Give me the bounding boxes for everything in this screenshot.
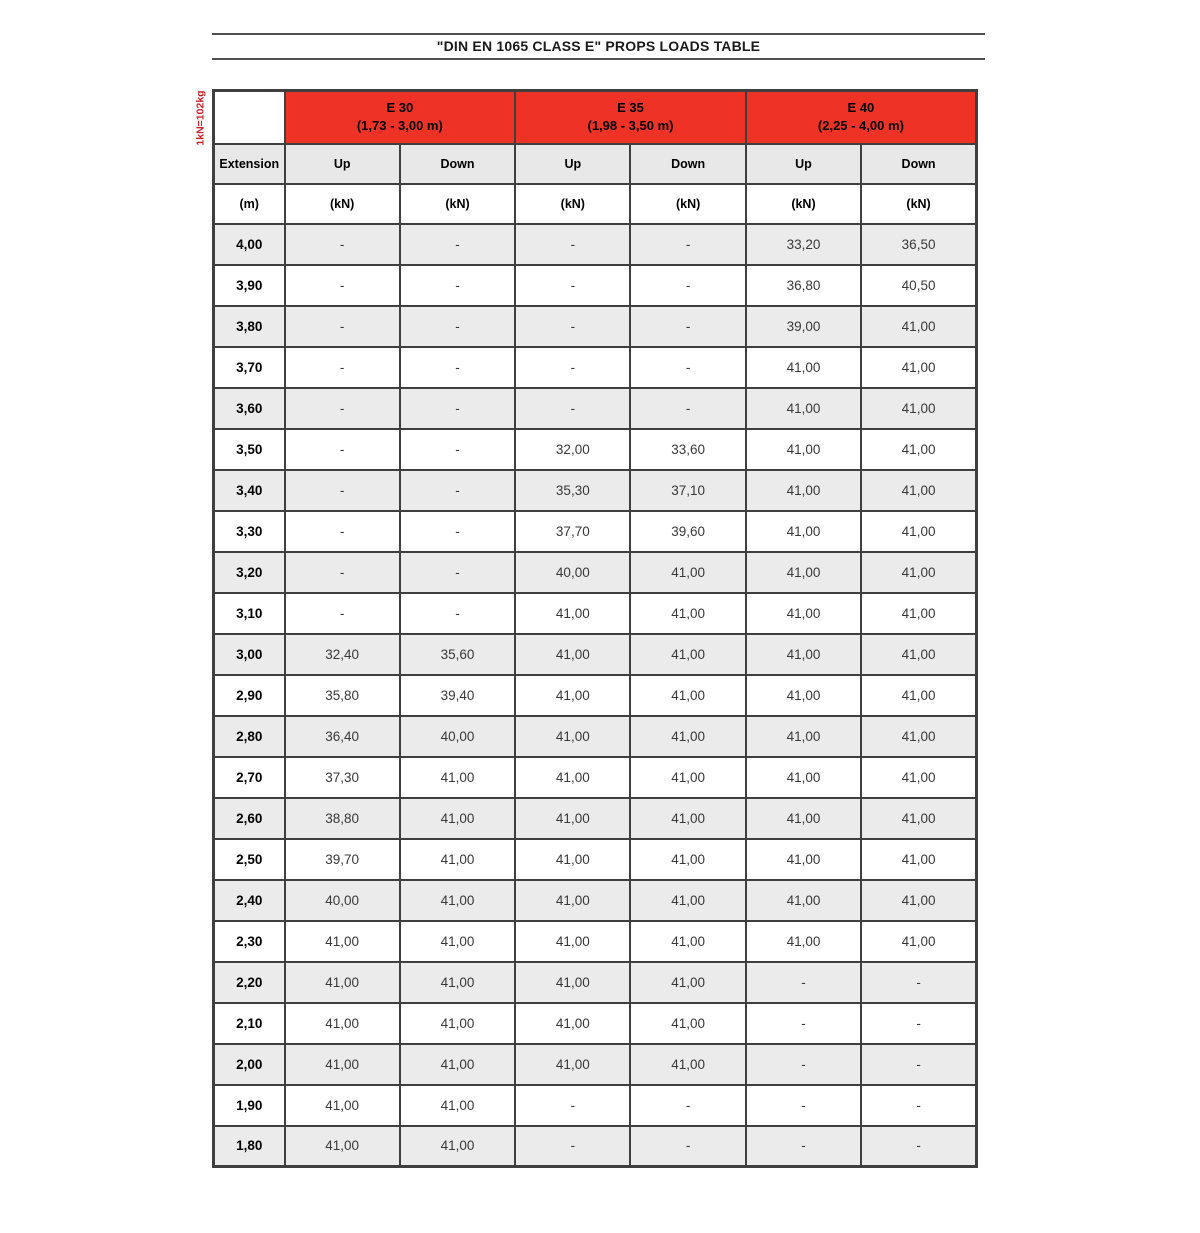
load-cell: - bbox=[400, 429, 515, 470]
table-row bbox=[214, 347, 977, 388]
up-header: Up bbox=[515, 144, 630, 184]
load-cell: - bbox=[285, 224, 400, 265]
load-unit: (kN) bbox=[515, 184, 630, 224]
load-cell: 41,00 bbox=[285, 962, 400, 1003]
load-cell: 39,70 bbox=[285, 839, 400, 880]
group-name: E 30 bbox=[386, 100, 414, 116]
extension-cell: 3,50 bbox=[214, 429, 285, 470]
load-cell: - bbox=[746, 1085, 861, 1126]
table-row bbox=[214, 1085, 977, 1126]
up-header: Up bbox=[746, 144, 861, 184]
load-cell: 39,00 bbox=[746, 306, 861, 347]
table-row bbox=[214, 552, 977, 593]
load-cell: 35,60 bbox=[400, 634, 515, 675]
load-cell: 41,00 bbox=[630, 593, 745, 634]
load-cell: 41,00 bbox=[630, 880, 745, 921]
group-header-e35 bbox=[515, 91, 746, 144]
table-row bbox=[214, 593, 977, 634]
table-row bbox=[214, 675, 977, 716]
table-wrap bbox=[195, 89, 978, 1168]
table-row bbox=[214, 224, 977, 265]
extension-cell: 2,10 bbox=[214, 1003, 285, 1044]
table-row bbox=[214, 962, 977, 1003]
load-cell: 41,00 bbox=[746, 388, 861, 429]
extension-cell: 3,10 bbox=[214, 593, 285, 634]
load-cell: - bbox=[400, 470, 515, 511]
load-cell: - bbox=[400, 224, 515, 265]
load-cell: 41,00 bbox=[285, 1044, 400, 1085]
load-cell: 35,30 bbox=[515, 470, 630, 511]
extension-cell: 3,30 bbox=[214, 511, 285, 552]
extension-cell: 3,80 bbox=[214, 306, 285, 347]
load-cell: 41,00 bbox=[746, 880, 861, 921]
extension-cell: 3,40 bbox=[214, 470, 285, 511]
extension-cell: 2,30 bbox=[214, 921, 285, 962]
extension-header: Extension bbox=[214, 144, 285, 184]
load-cell: 41,00 bbox=[515, 880, 630, 921]
load-cell: 41,00 bbox=[630, 839, 745, 880]
load-cell: - bbox=[285, 593, 400, 634]
load-cell: - bbox=[746, 1003, 861, 1044]
load-cell: 41,00 bbox=[746, 593, 861, 634]
group-range: (1,73 - 3,00 m) bbox=[356, 118, 443, 134]
load-cell: 41,00 bbox=[400, 1003, 515, 1044]
load-cell: 41,00 bbox=[861, 347, 976, 388]
load-cell: - bbox=[285, 511, 400, 552]
load-cell: 41,00 bbox=[861, 880, 976, 921]
down-header: Down bbox=[630, 144, 745, 184]
table-row bbox=[214, 798, 977, 839]
load-cell: 41,00 bbox=[285, 1085, 400, 1126]
load-cell: 41,00 bbox=[861, 470, 976, 511]
load-cell: - bbox=[861, 1126, 976, 1167]
load-cell: - bbox=[400, 265, 515, 306]
load-cell: 41,00 bbox=[515, 757, 630, 798]
table-row bbox=[214, 716, 977, 757]
table-row bbox=[214, 306, 977, 347]
load-cell: 41,00 bbox=[400, 921, 515, 962]
extension-cell: 2,20 bbox=[214, 962, 285, 1003]
load-cell: 36,50 bbox=[861, 224, 976, 265]
load-cell: - bbox=[630, 388, 745, 429]
extension-cell: 3,90 bbox=[214, 265, 285, 306]
table-row bbox=[214, 1003, 977, 1044]
load-cell: - bbox=[400, 552, 515, 593]
group-header-e40 bbox=[746, 91, 977, 144]
extension-cell: 4,00 bbox=[214, 224, 285, 265]
table-row bbox=[214, 757, 977, 798]
load-cell: 41,00 bbox=[746, 552, 861, 593]
load-cell: 41,00 bbox=[746, 511, 861, 552]
load-cell: - bbox=[746, 1126, 861, 1167]
load-cell: - bbox=[630, 224, 745, 265]
load-cell: 40,00 bbox=[285, 880, 400, 921]
load-cell: 37,10 bbox=[630, 470, 745, 511]
extension-cell: 3,70 bbox=[214, 347, 285, 388]
load-cell: - bbox=[746, 962, 861, 1003]
load-cell: 41,00 bbox=[400, 839, 515, 880]
load-cell: 41,00 bbox=[746, 716, 861, 757]
table-row bbox=[214, 429, 977, 470]
title-block bbox=[212, 33, 985, 60]
load-cell: 41,00 bbox=[400, 757, 515, 798]
load-cell: 41,00 bbox=[400, 1044, 515, 1085]
load-cell: 41,00 bbox=[861, 634, 976, 675]
load-cell: - bbox=[515, 1085, 630, 1126]
group-range: (2,25 - 4,00 m) bbox=[817, 118, 904, 134]
load-cell: 41,00 bbox=[400, 798, 515, 839]
load-cell: - bbox=[630, 1085, 745, 1126]
load-cell: 41,00 bbox=[400, 1126, 515, 1167]
table-row bbox=[214, 511, 977, 552]
load-cell: 41,00 bbox=[630, 962, 745, 1003]
load-cell: - bbox=[515, 388, 630, 429]
load-cell: - bbox=[285, 306, 400, 347]
table-row bbox=[214, 1044, 977, 1085]
table-row bbox=[214, 1126, 977, 1167]
load-cell: - bbox=[630, 347, 745, 388]
load-cell: - bbox=[630, 1126, 745, 1167]
load-cell: 41,00 bbox=[861, 306, 976, 347]
load-cell: 38,80 bbox=[285, 798, 400, 839]
side-note bbox=[190, 87, 212, 149]
load-unit: (kN) bbox=[285, 184, 400, 224]
load-cell: 41,00 bbox=[630, 798, 745, 839]
load-cell: - bbox=[861, 962, 976, 1003]
load-cell: 41,00 bbox=[861, 511, 976, 552]
load-cell: 41,00 bbox=[861, 839, 976, 880]
table-row bbox=[214, 921, 977, 962]
load-cell: 41,00 bbox=[861, 798, 976, 839]
load-cell: - bbox=[400, 306, 515, 347]
load-cell: 41,00 bbox=[630, 634, 745, 675]
load-unit: (kN) bbox=[861, 184, 976, 224]
load-cell: - bbox=[285, 470, 400, 511]
extension-cell: 3,00 bbox=[214, 634, 285, 675]
load-cell: 41,00 bbox=[746, 798, 861, 839]
load-cell: 39,60 bbox=[630, 511, 745, 552]
load-cell: 40,00 bbox=[400, 716, 515, 757]
load-cell: 41,00 bbox=[400, 1085, 515, 1126]
load-cell: 41,00 bbox=[630, 716, 745, 757]
load-cell: 32,40 bbox=[285, 634, 400, 675]
load-cell: 41,00 bbox=[861, 757, 976, 798]
load-cell: 41,00 bbox=[515, 921, 630, 962]
load-cell: - bbox=[861, 1085, 976, 1126]
table-row bbox=[214, 388, 977, 429]
document-sheet bbox=[195, 33, 985, 1168]
table-row bbox=[214, 470, 977, 511]
load-cell: 41,00 bbox=[861, 921, 976, 962]
load-cell: 41,00 bbox=[515, 1044, 630, 1085]
load-cell: - bbox=[861, 1044, 976, 1085]
load-cell: 41,00 bbox=[630, 1003, 745, 1044]
load-cell: 36,40 bbox=[285, 716, 400, 757]
load-cell: 41,00 bbox=[515, 593, 630, 634]
extension-cell: 3,20 bbox=[214, 552, 285, 593]
group-header-row bbox=[214, 91, 977, 144]
props-loads-table bbox=[212, 89, 978, 1168]
load-cell: 41,00 bbox=[630, 757, 745, 798]
load-cell: - bbox=[285, 347, 400, 388]
extension-cell: 2,70 bbox=[214, 757, 285, 798]
table-row bbox=[214, 839, 977, 880]
load-cell: 41,00 bbox=[861, 388, 976, 429]
extension-cell: 1,80 bbox=[214, 1126, 285, 1167]
load-cell: - bbox=[630, 265, 745, 306]
load-cell: 41,00 bbox=[285, 921, 400, 962]
load-cell: - bbox=[515, 265, 630, 306]
extension-cell: 2,40 bbox=[214, 880, 285, 921]
load-cell: 35,80 bbox=[285, 675, 400, 716]
table-row bbox=[214, 880, 977, 921]
load-unit: (kN) bbox=[746, 184, 861, 224]
load-cell: 40,50 bbox=[861, 265, 976, 306]
load-unit: (kN) bbox=[400, 184, 515, 224]
extension-cell: 2,80 bbox=[214, 716, 285, 757]
extension-cell: 2,90 bbox=[214, 675, 285, 716]
extension-unit: (m) bbox=[214, 184, 285, 224]
load-cell: 41,00 bbox=[515, 716, 630, 757]
load-cell: - bbox=[285, 429, 400, 470]
table-body bbox=[214, 224, 977, 1167]
load-cell: 41,00 bbox=[515, 1003, 630, 1044]
group-name: E 40 bbox=[847, 100, 875, 116]
load-cell: 41,00 bbox=[515, 798, 630, 839]
load-cell: 41,00 bbox=[515, 675, 630, 716]
load-cell: 41,00 bbox=[746, 429, 861, 470]
load-unit: (kN) bbox=[630, 184, 745, 224]
load-cell: 41,00 bbox=[746, 347, 861, 388]
load-cell: 41,00 bbox=[630, 552, 745, 593]
units-row bbox=[214, 184, 977, 224]
load-cell: - bbox=[630, 306, 745, 347]
load-cell: 41,00 bbox=[285, 1003, 400, 1044]
extension-cell: 2,60 bbox=[214, 798, 285, 839]
load-cell: 41,00 bbox=[515, 634, 630, 675]
load-cell: 39,40 bbox=[400, 675, 515, 716]
load-cell: 41,00 bbox=[861, 716, 976, 757]
corner-cell bbox=[214, 91, 285, 144]
load-cell: 37,70 bbox=[515, 511, 630, 552]
load-cell: - bbox=[285, 388, 400, 429]
load-cell: - bbox=[515, 306, 630, 347]
load-cell: 41,00 bbox=[630, 1044, 745, 1085]
load-cell: - bbox=[285, 265, 400, 306]
load-cell: 41,00 bbox=[746, 757, 861, 798]
load-cell: - bbox=[746, 1044, 861, 1085]
group-header-e30 bbox=[285, 91, 516, 144]
load-cell: - bbox=[515, 224, 630, 265]
page-title: "DIN EN 1065 CLASS E" PROPS LOADS TABLE bbox=[436, 38, 761, 54]
table-row bbox=[214, 265, 977, 306]
load-cell: 37,30 bbox=[285, 757, 400, 798]
load-cell: 41,00 bbox=[746, 675, 861, 716]
down-header: Down bbox=[861, 144, 976, 184]
load-cell: 41,00 bbox=[746, 470, 861, 511]
load-cell: - bbox=[861, 1003, 976, 1044]
extension-cell: 2,00 bbox=[214, 1044, 285, 1085]
load-cell: - bbox=[515, 1126, 630, 1167]
load-cell: 41,00 bbox=[400, 880, 515, 921]
load-cell: 41,00 bbox=[861, 675, 976, 716]
load-cell: - bbox=[400, 388, 515, 429]
extension-cell: 3,60 bbox=[214, 388, 285, 429]
load-cell: - bbox=[400, 511, 515, 552]
load-cell: 41,00 bbox=[630, 921, 745, 962]
load-cell: 36,80 bbox=[746, 265, 861, 306]
load-cell: - bbox=[285, 552, 400, 593]
load-cell: 41,00 bbox=[861, 429, 976, 470]
group-range: (1,98 - 3,50 m) bbox=[587, 118, 674, 134]
up-header: Up bbox=[285, 144, 400, 184]
load-cell: - bbox=[400, 347, 515, 388]
load-cell: 41,00 bbox=[515, 962, 630, 1003]
load-cell: 41,00 bbox=[746, 921, 861, 962]
load-cell: - bbox=[515, 347, 630, 388]
load-cell: 41,00 bbox=[746, 634, 861, 675]
load-cell: 32,00 bbox=[515, 429, 630, 470]
group-name: E 35 bbox=[617, 100, 644, 116]
load-cell: 41,00 bbox=[400, 962, 515, 1003]
load-cell: 33,60 bbox=[630, 429, 745, 470]
down-header: Down bbox=[400, 144, 515, 184]
load-cell: 41,00 bbox=[285, 1126, 400, 1167]
extension-cell: 1,90 bbox=[214, 1085, 285, 1126]
side-note-text: 1kN=102kg bbox=[195, 90, 208, 146]
load-cell: - bbox=[400, 593, 515, 634]
column-header-row bbox=[214, 144, 977, 184]
load-cell: 41,00 bbox=[861, 593, 976, 634]
extension-cell: 2,50 bbox=[214, 839, 285, 880]
load-cell: 41,00 bbox=[515, 839, 630, 880]
load-cell: 33,20 bbox=[746, 224, 861, 265]
load-cell: 41,00 bbox=[746, 839, 861, 880]
load-cell: 40,00 bbox=[515, 552, 630, 593]
load-cell: 41,00 bbox=[861, 552, 976, 593]
table-row bbox=[214, 634, 977, 675]
load-cell: 41,00 bbox=[630, 675, 745, 716]
